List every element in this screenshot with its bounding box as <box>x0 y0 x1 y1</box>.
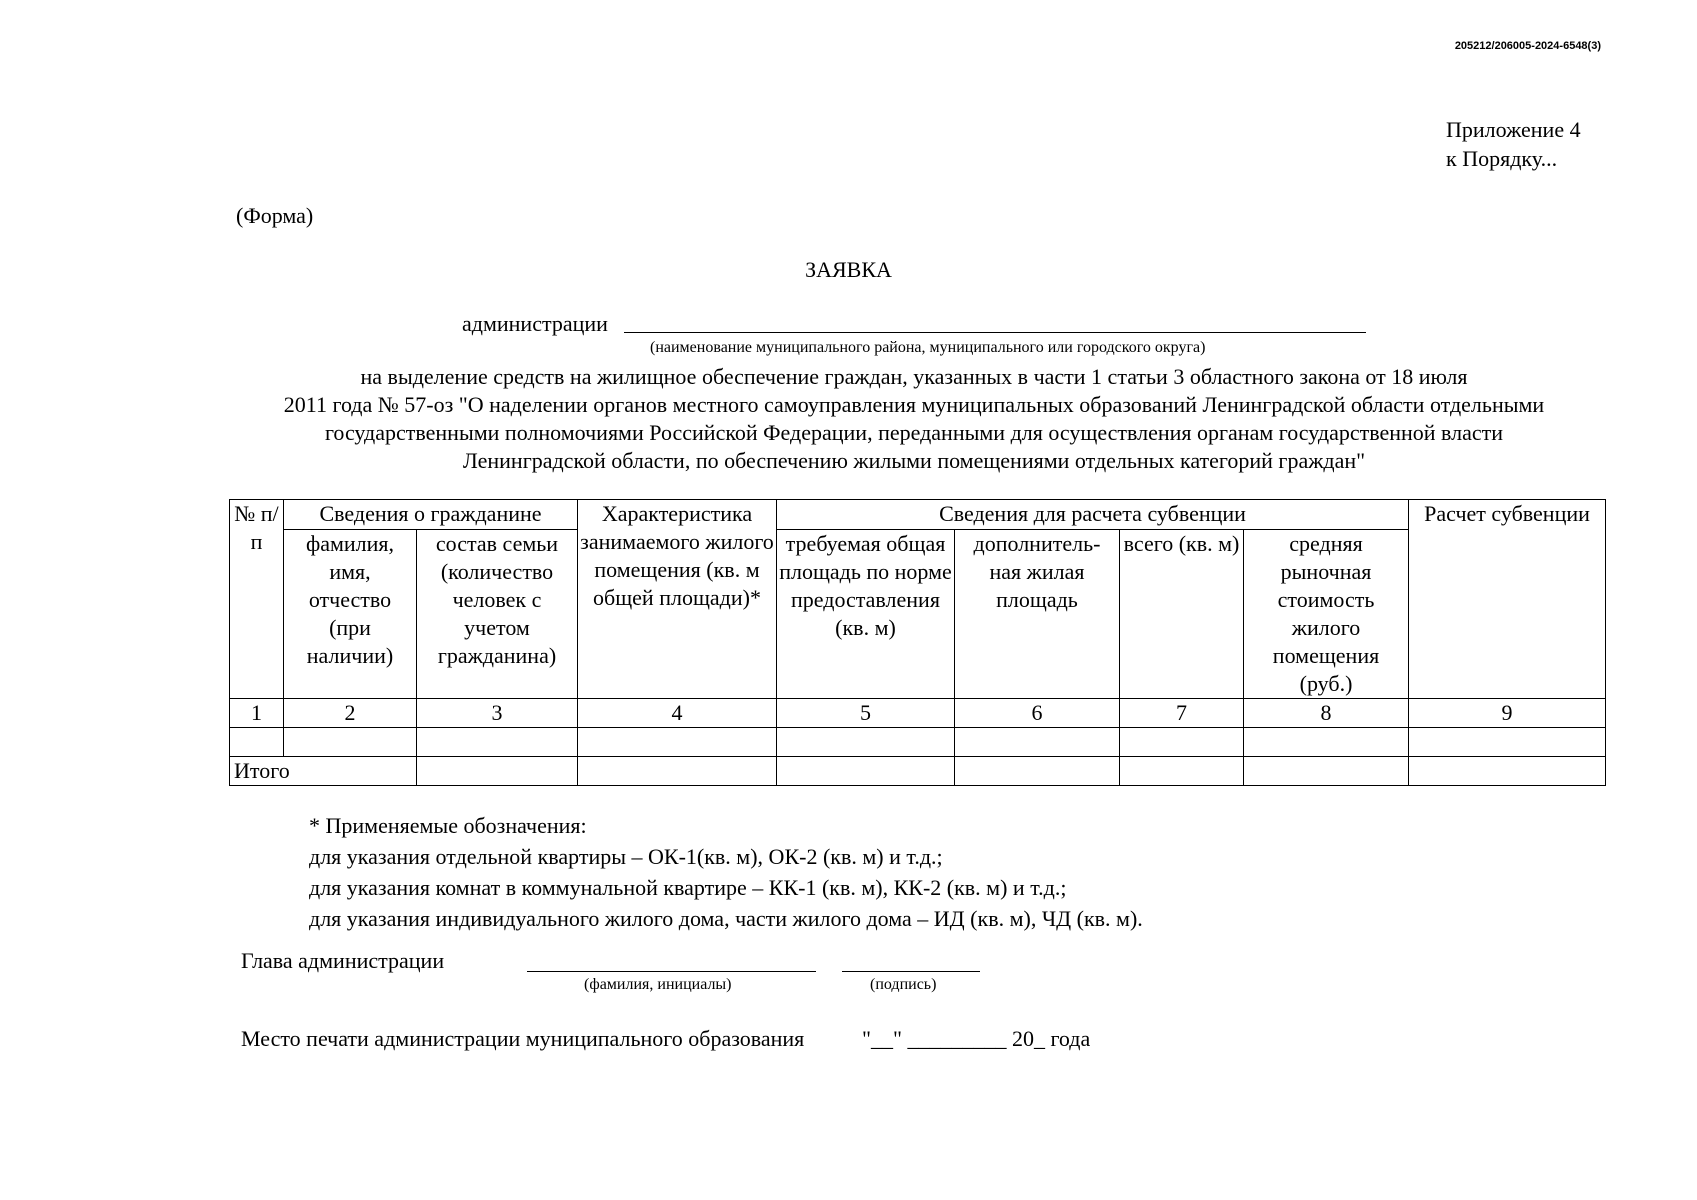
stamp-label: Место печати администрации муниципального образования <box>241 1026 805 1051</box>
table-cell <box>777 757 955 786</box>
table-cell <box>417 728 578 757</box>
column-number: 6 <box>955 699 1120 728</box>
header-calculation-info: Сведения для расчета субвенции <box>777 500 1409 530</box>
table-cell <box>284 728 417 757</box>
table-cell <box>1409 757 1606 786</box>
signature-line <box>842 971 980 972</box>
column-number-row <box>230 699 1606 728</box>
admin-name-hint: (наименование муниципального района, муниципального или городского округа) <box>650 339 1206 356</box>
page-title: ЗАЯВКА <box>805 257 892 282</box>
header-no: № п/п <box>230 500 284 699</box>
table-cell <box>1120 757 1244 786</box>
footnote-line-1: для указания отдельной квартиры – ОК-1(кв. м), ОК-2 (кв. м) и т.д.; <box>309 844 943 869</box>
table-row <box>230 728 1606 757</box>
total-label: Итого <box>230 757 417 786</box>
header-housing-characteristic: Характеристика занимаемого жилого помещения (кв. м общей площади)* <box>578 500 777 699</box>
purpose-line-1: на выделение средств на жилищное обеспечение граждан, указанных в части 1 статьи 3 областного закона от 18 июля <box>360 364 1468 389</box>
column-number: 7 <box>1120 699 1244 728</box>
column-number: 4 <box>578 699 777 728</box>
footnote <box>309 810 1143 934</box>
table-cell <box>1409 728 1606 757</box>
table-cell <box>777 728 955 757</box>
table-cell <box>1120 728 1244 757</box>
footnote-line-2: для указания комнат в коммунальной квартире – КК-1 (кв. м), КК-2 (кв. м) и т.д.; <box>309 875 1067 900</box>
column-number: 2 <box>284 699 417 728</box>
application-table <box>229 499 1606 786</box>
document-id: 205212/206005-2024-6548(3) <box>1454 40 1601 52</box>
purpose-line-4: Ленинградской области, по обеспечению жилыми помещениями отдельных категорий граждан" <box>462 448 1366 473</box>
appendix-line-1: Приложение 4 <box>1446 117 1581 142</box>
table-cell <box>955 757 1120 786</box>
signature-hint: (подпись) <box>870 976 937 993</box>
header-subsidy-calculation: Расчет субвенции <box>1409 500 1606 699</box>
name-line <box>527 971 816 972</box>
footnote-line-3: для указания индивидуального жилого дома, части жилого дома – ИД (кв. м), ЧД (кв. м). <box>309 906 1143 931</box>
appendix-reference <box>1446 115 1581 173</box>
footnote-title: * Применяемые обозначения: <box>309 813 587 838</box>
column-number: 1 <box>230 699 284 728</box>
date-field: "__" _________ 20_ года <box>862 1026 1091 1051</box>
header-family-composition: состав семьи (количество человек с учетом гражданина) <box>417 530 578 699</box>
admin-label: администрации <box>462 311 608 336</box>
column-number: 5 <box>777 699 955 728</box>
header-citizen-info: Сведения о гражданине <box>284 500 578 530</box>
head-of-administration-label: Глава администрации <box>241 948 445 973</box>
column-number: 8 <box>1244 699 1409 728</box>
table-cell <box>578 757 777 786</box>
header-additional-area: дополнитель- ная жилая площадь <box>955 530 1120 699</box>
table-cell <box>417 757 578 786</box>
column-number: 9 <box>1409 699 1606 728</box>
purpose-text <box>238 363 1590 475</box>
table-cell <box>1244 728 1409 757</box>
appendix-line-2: к Порядку... <box>1446 146 1558 171</box>
header-full-name: фамилия, имя, отчество (при наличии) <box>284 530 417 699</box>
name-hint: (фамилия, инициалы) <box>584 976 732 993</box>
header-market-price: средняя рыночная стоимость жилого помещения (руб.) <box>1244 530 1409 699</box>
form-label: (Форма) <box>236 203 314 228</box>
table-cell <box>955 728 1120 757</box>
column-number: 3 <box>417 699 578 728</box>
header-total-area: всего (кв. м) <box>1120 530 1244 699</box>
table-cell <box>578 728 777 757</box>
total-row <box>230 757 1606 786</box>
purpose-line-3: государственными полномочиями Российской Федерации, переданными для осуществления органам государственной власти <box>324 420 1504 445</box>
admin-name-line <box>624 332 1366 333</box>
header-required-area: требуемая общая площадь по норме предоставления (кв. м) <box>777 530 955 699</box>
table-cell <box>1244 757 1409 786</box>
table-cell <box>230 728 284 757</box>
purpose-line-2: 2011 года № 57-оз "О наделении органов местного самоуправления муниципальных образований Ленинградской области отдельными <box>283 392 1545 417</box>
